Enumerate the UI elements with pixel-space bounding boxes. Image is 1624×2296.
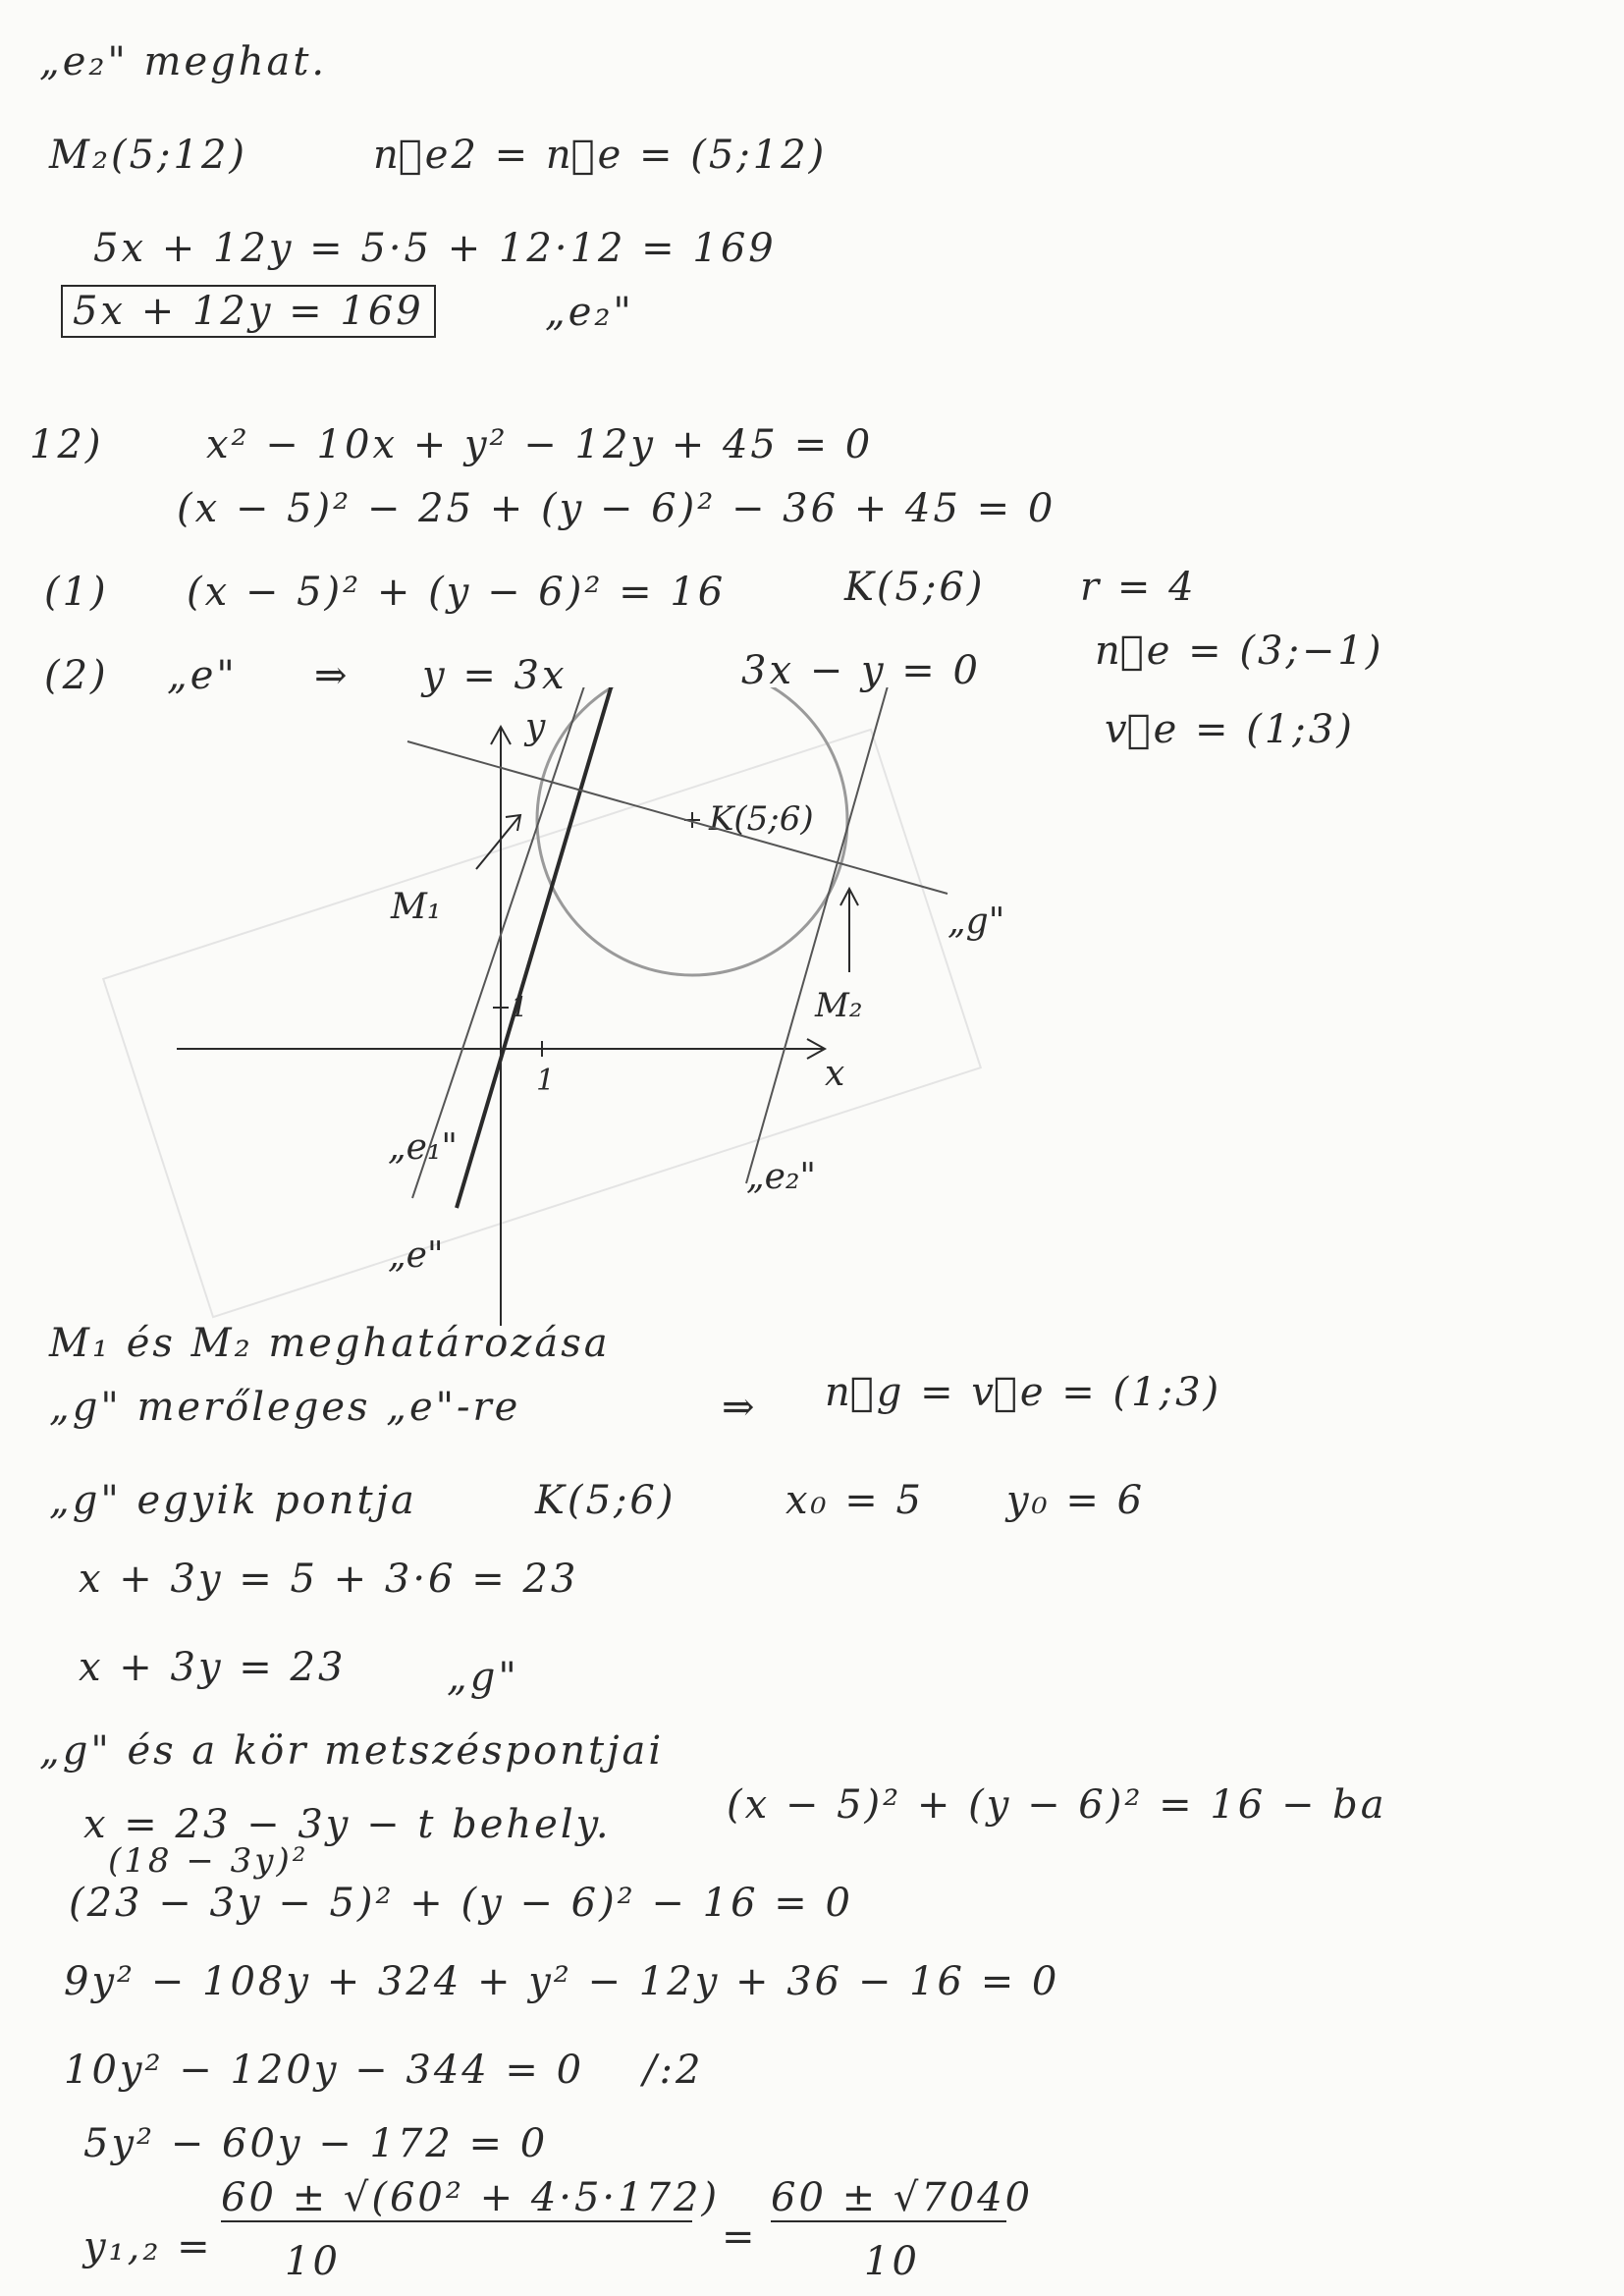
divide-by-2: /:2 [643, 2048, 704, 2093]
completing-square: (x − 5)² − 25 + (y − 6)² − 36 + 45 = 0 [177, 486, 1056, 531]
normal-vector-e2: n⃗e2 = n⃗e = (5;12) [373, 133, 828, 178]
x0-value: x₀ = 5 [785, 1478, 924, 1523]
g-equation: x + 3y = 23 [79, 1645, 347, 1690]
line-e-implicit: 3x − y = 0 [741, 648, 981, 693]
line-e-equation: y = 3x [422, 653, 568, 698]
quadratic-equation: 10y² − 120y − 344 = 0 [64, 2048, 585, 2093]
direction-vector-e: v⃗e = (1;3) [1105, 707, 1355, 752]
line-e-label: „e" [167, 653, 238, 698]
line-e2 [746, 687, 898, 1183]
g-perpendicular: „g" merőleges „e"-re [49, 1385, 521, 1430]
equation-e2-derivation: 5x + 12y = 5·5 + 12·12 = 169 [93, 226, 777, 271]
g-point: „g" egyik pontja [49, 1478, 417, 1523]
x-axis-label: x [825, 1054, 845, 1094]
circle-center: K(5;6) [844, 565, 986, 610]
problem-number: 12) [29, 422, 104, 467]
boxed-equation-e2: 5x + 12y = 169 [61, 285, 436, 338]
equals-sign: = [722, 2214, 758, 2260]
implies-arrow-2: ⇒ [722, 1385, 758, 1430]
substitution-note: x = 23 − 3y − t behely. [83, 1802, 612, 1847]
expanded-equation: 9y² − 108y + 324 + y² − 12y + 36 − 16 = 0 [64, 1959, 1060, 2004]
y0-value: y₀ = 6 [1006, 1478, 1146, 1523]
g-equation-derivation: x + 3y = 5 + 3·6 = 23 [79, 1557, 579, 1602]
simplified-term: (18 − 3y)² [108, 1841, 309, 1881]
substituted-equation: (23 − 3y − 5)² + (y − 6)² − 16 = 0 [69, 1881, 853, 1926]
intersection-heading: „g" és a kör metszéspontjai [39, 1728, 665, 1774]
circle-equation-standard: (x − 5)² + (y − 6)² = 16 [187, 570, 727, 615]
heading-m1-m2: M₁ és M₂ meghatározása [49, 1321, 611, 1366]
line-e1 [412, 687, 597, 1198]
quadratic-formula-denominator: 10 [285, 2239, 341, 2284]
label-e2-top: „e₂" [545, 290, 634, 335]
step-2-label: (2) [44, 653, 109, 698]
label-g: „g" [947, 902, 1005, 942]
label-e: „e" [388, 1235, 444, 1276]
circle-equation-general: x² − 10x + y² − 12y + 45 = 0 [206, 422, 874, 467]
label-e2: „e₂" [746, 1157, 816, 1197]
simplified-denominator: 10 [864, 2239, 920, 2284]
normal-vector-g: n⃗g = v⃗e = (1;3) [825, 1370, 1222, 1415]
y-axis-label: y [525, 707, 546, 747]
m1-arrow [476, 815, 520, 869]
g-equation-label: „g" [447, 1655, 519, 1700]
g-point-k: K(5;6) [535, 1478, 677, 1523]
line-e2-meghat: „e₂" meghat. [39, 39, 328, 84]
solution-label: y₁,₂ = [83, 2224, 213, 2269]
coordinate-sketch [0, 687, 1080, 1336]
simplified-numerator: 60 ± √7040 [771, 2175, 1034, 2220]
label-e1: „e₁" [388, 1127, 458, 1168]
point-m2: M₂(5;12) [49, 133, 248, 178]
center-label: K(5;6) [709, 799, 814, 839]
implies-arrow: ⇒ [314, 653, 351, 698]
step-1-label: (1) [44, 570, 109, 615]
circle-radius: r = 4 [1080, 565, 1197, 610]
line-g [407, 741, 947, 894]
normal-vector-e: n⃗e = (3;−1) [1095, 629, 1384, 674]
x-tick-label-1: 1 [536, 1064, 556, 1098]
reduced-quadratic: 5y² − 60y − 172 = 0 [83, 2121, 549, 2166]
quadratic-formula-numerator: 60 ± √(60² + 4·5·172) [221, 2175, 721, 2220]
label-m2: M₂ [815, 986, 863, 1025]
y-tick-label-1: 1 [511, 991, 528, 1023]
label-m1: M₁ [391, 887, 442, 927]
circle-equation-recall: (x − 5)² + (y − 6)² = 16 − ba [727, 1782, 1387, 1828]
